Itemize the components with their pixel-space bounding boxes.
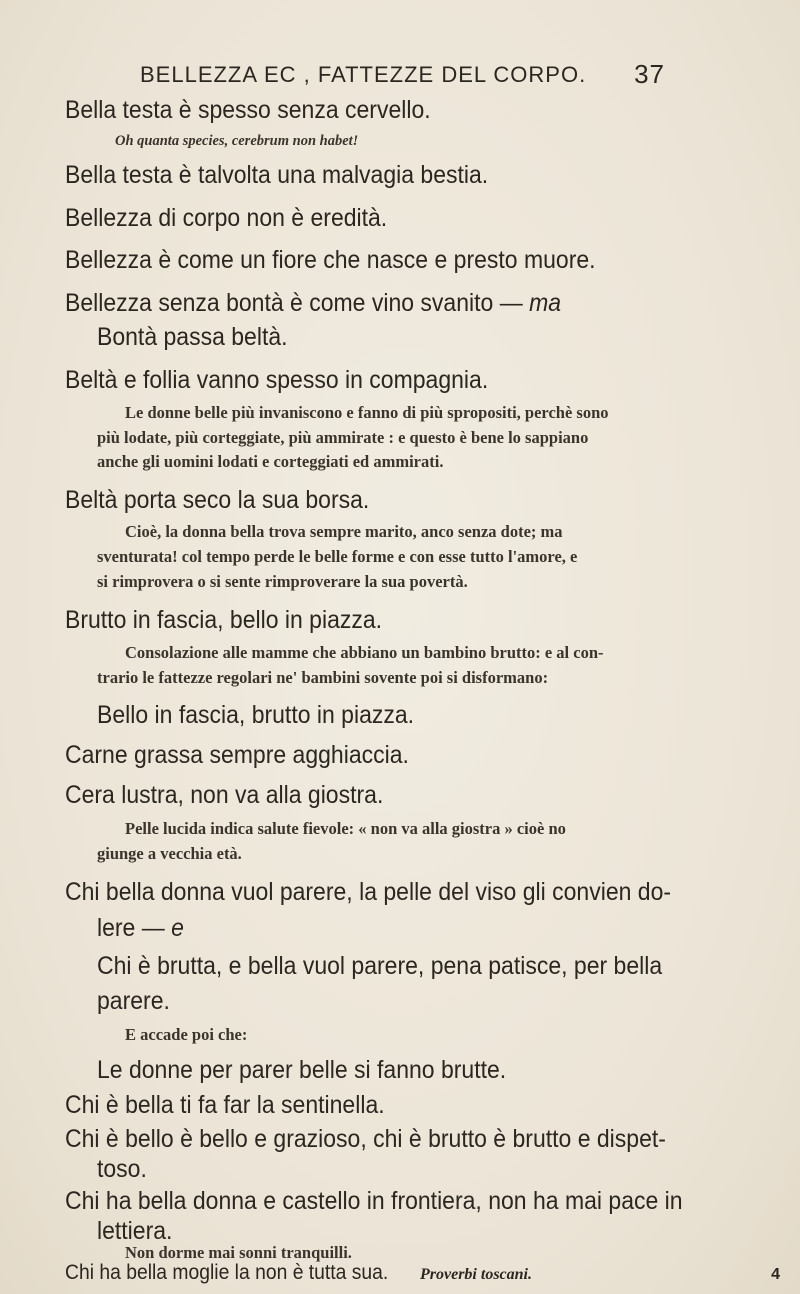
proverb-line: Chi è bello è bello e grazioso, chi è brutto è brutto e dispet- [65,1125,666,1153]
proverb-line: toso. [97,1155,147,1183]
commentary-line: Cioè, la donna bella trova sempre marito, anco senza dote; ma [125,522,563,541]
signature-mark: 4 [771,1266,780,1283]
commentary-line: Consolazione alle mamme che abbiano un bambino brutto: e al con- [125,643,604,662]
proverb-line: Le donne per parer belle si fanno brutte. [97,1056,507,1084]
latin-quote: Oh quanta species, cerebrum non habet! [115,133,359,149]
proverb-line: Bella testa è talvolta una malvagia bestia. [65,161,489,189]
commentary-line: Pelle lucida indica salute fievole: « non va alla giostra » cioè no [125,819,566,838]
page-footer [420,1266,780,1284]
commentary-line: anche gli uomini lodati e corteggiati ed ammirati. [97,452,444,471]
proverb-line: Chi bella donna vuol parere, la pelle del viso gli convien do- [65,878,672,906]
proverb-text: Bellezza senza bontà è come vino svanito — [65,289,530,317]
proverb-line: Chi è bella ti fa far la sentinella. [65,1091,385,1119]
book-title: Proverbi toscani. [420,1266,532,1283]
proverb-line: Bellezza di corpo non è eredità. [65,204,388,232]
connector-word: e [171,914,184,942]
proverb-line: Carne grassa sempre agghiaccia. [65,741,409,769]
commentary-line: Le donne belle più invaniscono e fanno di più spropositi, perchè sono [125,403,609,422]
commentary-line: Non dorme mai sonni tranquilli. [125,1243,352,1262]
proverb-line: Chi è brutta, e bella vuol parere, pena patisce, per bella [97,952,663,980]
connector-word: ma [529,289,562,317]
proverb-line [65,288,561,318]
proverb-line: Chi ha bella moglie la non è tutta sua. [65,1261,389,1284]
proverb-line: Brutto in fascia, bello in piazza. [65,606,383,634]
proverb-line: Beltà porta seco la sua borsa. [65,486,370,514]
commentary-line: sventurata! col tempo perde le belle forme e con esse tutto l'amore, e [97,547,578,566]
proverb-line: parere. [97,987,170,1015]
proverb-line: Cera lustra, non va alla giostra. [65,781,384,809]
commentary-line: E accade poi che: [125,1025,248,1044]
proverb-line: Bella testa è spesso senza cervello. [65,96,431,124]
running-title: BELLEZZA EC , FATTEZZE DEL CORPO. [140,62,587,87]
proverb-line: Bello in fascia, brutto in piazza. [97,701,415,729]
commentary-line: giunge a vecchia età. [97,844,242,863]
proverb-line [97,913,184,943]
proverb-text: lere — [97,914,172,942]
commentary-line: più lodate, più corteggiate, più ammirate : e questo è bene lo sappiano [97,428,589,447]
page-number: 37 [634,59,665,89]
proverb-line: Chi ha bella donna e castello in frontiera, non ha mai pace in [65,1187,683,1215]
commentary-line: trario le fattezze regolari ne' bambini sovente poi si disformano: [97,668,549,687]
proverb-line: Bellezza è come un fiore che nasce e presto muore. [65,246,596,274]
proverb-line: Beltà e follia vanno spesso in compagnia. [65,366,489,394]
proverb-line: Bontà passa beltà. [97,323,288,351]
commentary-line: si rimprovera o si sente rimproverare la sua povertà. [97,572,468,591]
proverb-line: lettiera. [97,1217,173,1245]
